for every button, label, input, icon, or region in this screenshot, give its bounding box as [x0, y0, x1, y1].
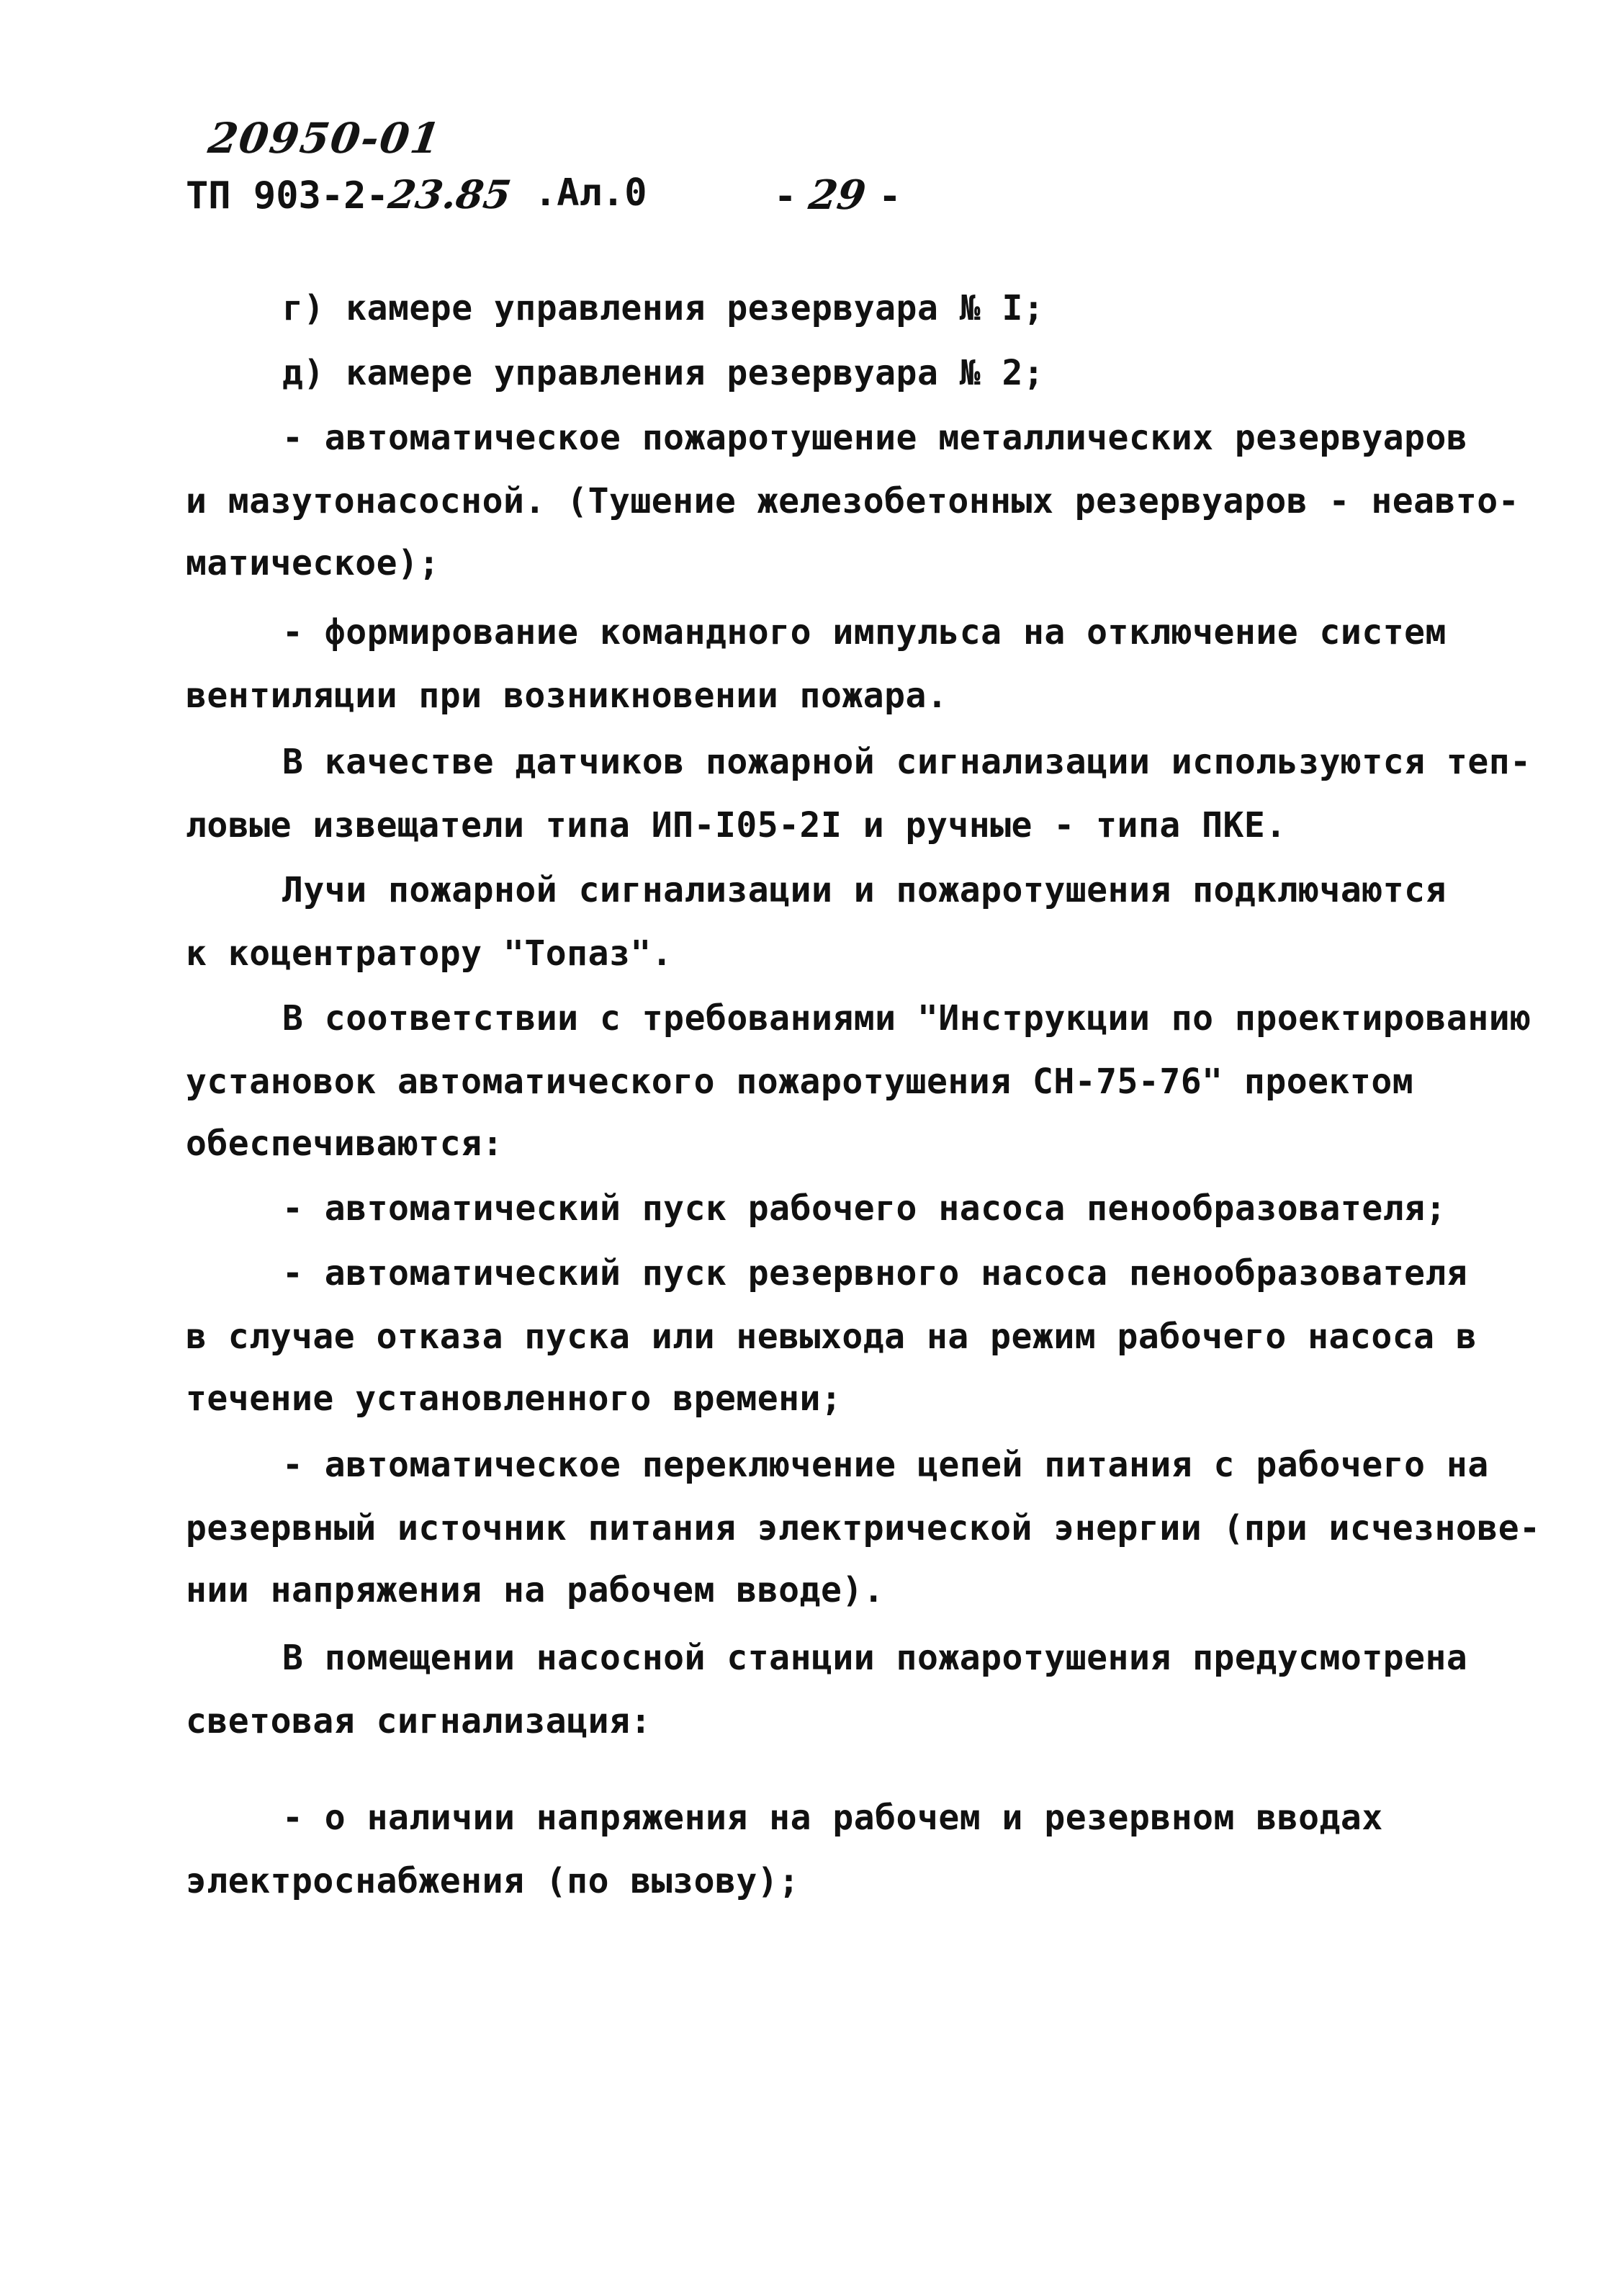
body-line: Лучи пожарной сигнализации и пожаротушения подключаются [282, 870, 1447, 910]
body-line: к коцентратору "Топаз". [186, 933, 673, 974]
body-line: - формирование командного импульса на отключение систем [282, 612, 1447, 653]
page-dash-right: - [878, 175, 901, 218]
document-code-handwritten: 23.85 [385, 171, 514, 218]
body-line: г) камере управления резервуара № I; [282, 288, 1045, 328]
body-line: установок автоматического пожаротушения СН-75-76" проектом [186, 1062, 1414, 1102]
body-line: течение установленного времени; [186, 1378, 842, 1419]
body-line: электроснабжения (по вызову); [186, 1861, 800, 1901]
body-line: В соответствии с требованиями "Инструкции по проектированию [282, 998, 1531, 1039]
body-line: - автоматический пуск рабочего насоса пенообразователя; [282, 1188, 1447, 1229]
body-line: - о наличии напряжения на рабочем и резервном вводах [282, 1798, 1383, 1838]
body-line: резервный источник питания электрической энергии (при исчезнове- [186, 1508, 1541, 1548]
sheet-label: .Ал.0 [534, 171, 647, 215]
body-line: в случае отказа пуска или невыхода на режим рабочего насоса в [186, 1317, 1477, 1357]
body-line: нии напряжения на рабочем вводе). [186, 1570, 885, 1610]
document-code [186, 171, 514, 229]
document-code-prefix: ТП 903-2- [186, 174, 389, 218]
body-line: световая сигнализация: [186, 1701, 652, 1741]
body-line: - автоматическое переключение цепей питания с рабочего на [282, 1445, 1489, 1485]
handwritten-code: 20950-01 [205, 114, 445, 163]
body-line: матическое); [186, 543, 440, 583]
page-dash-left: - [774, 175, 797, 218]
body-line: д) камере управления резервуара № 2; [282, 353, 1045, 393]
page-number-value: 29 [806, 171, 869, 219]
body-line: - автоматический пуск резервного насоса пенообразователя [282, 1253, 1468, 1293]
body-line: вентиляции при возникновении пожара. [186, 676, 948, 716]
body-line: и мазутонасосной. (Тушение железобетонных резервуаров - неавто- [186, 481, 1520, 521]
body-line: В помещении насосной станции пожаротушения предусмотрена [282, 1638, 1468, 1678]
body-line: обеспечиваются: [186, 1124, 503, 1164]
body-line: - автоматическое пожаротушение металлических резервуаров [282, 418, 1468, 458]
body-line: В качестве датчиков пожарной сигнализации используются теп- [282, 742, 1531, 782]
page-number [774, 171, 901, 229]
body-line: ловые извещатели типа ИП-I05-2I и ручные - типа ПКЕ. [186, 805, 1287, 846]
